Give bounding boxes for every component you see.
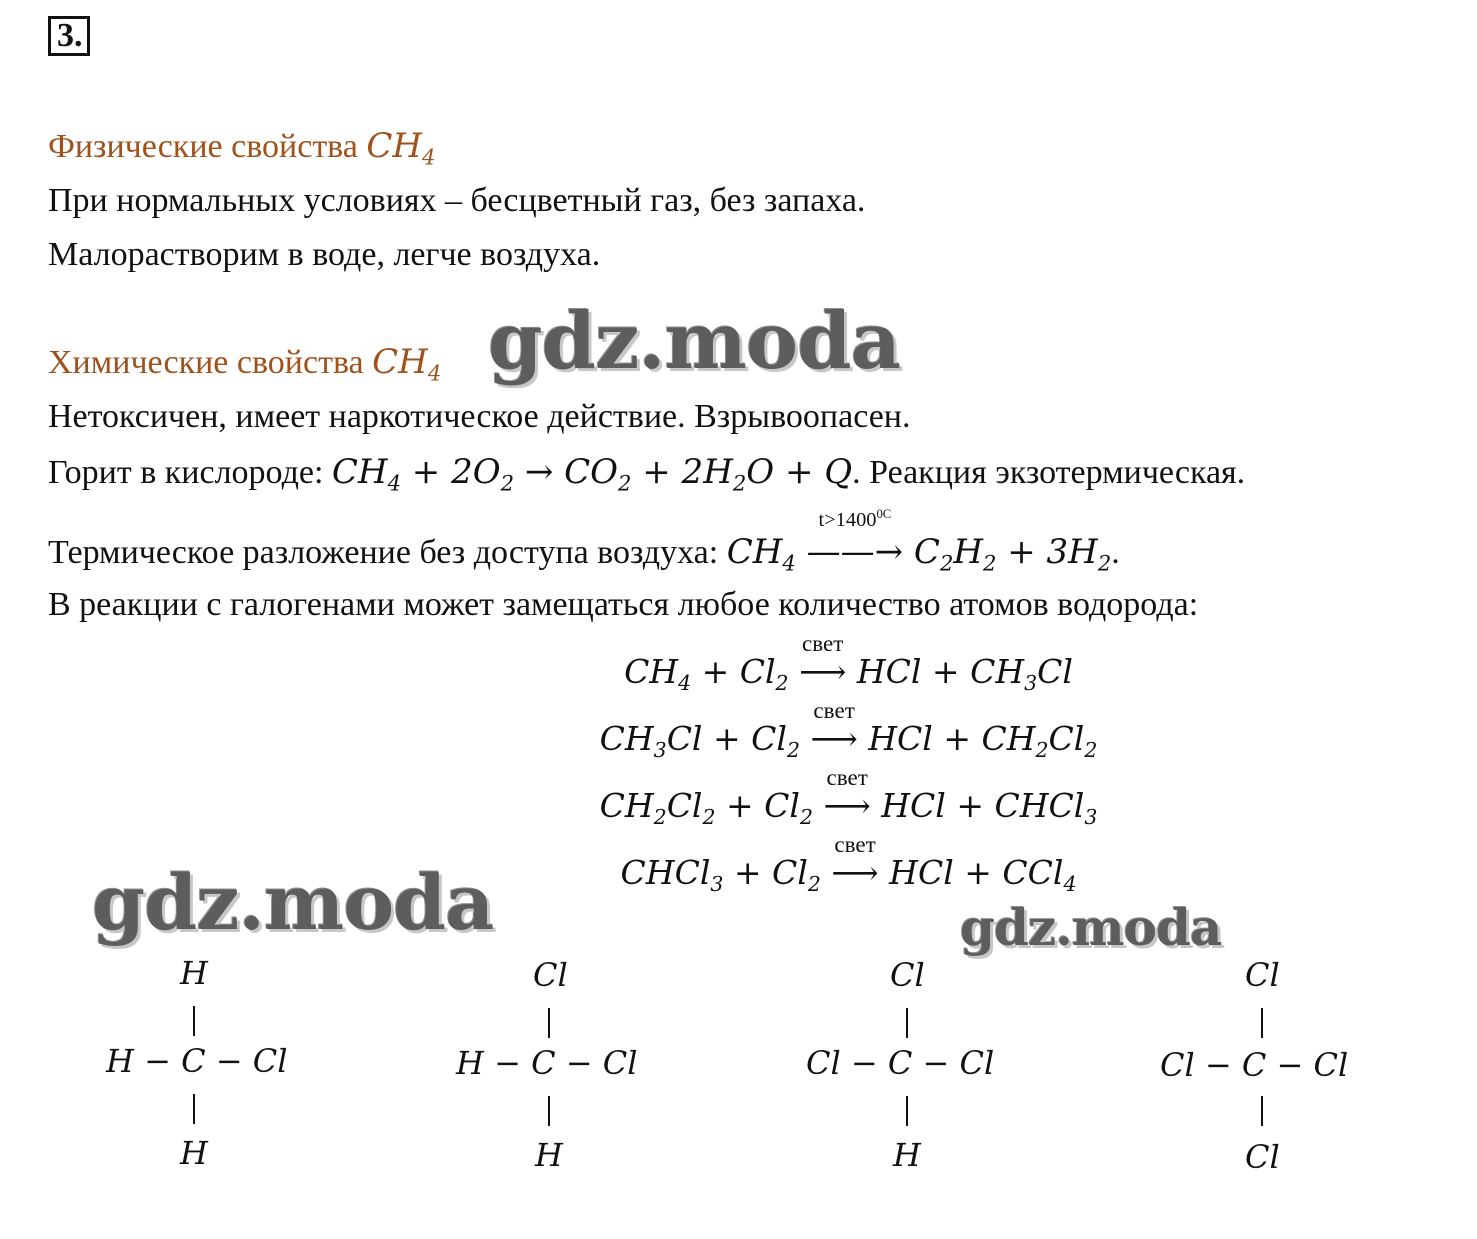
structure-1-top: H <box>180 954 208 992</box>
decomposition-arrow: $t>1400^{0C}$ ——→ <box>806 506 904 572</box>
structure-1-bottom: H <box>180 1134 208 1172</box>
decomposition-label: Термическое разложение без доступа воздуха: <box>48 534 719 571</box>
structure-1-bond-bottom <box>193 1094 195 1124</box>
structure-3-bond-bottom <box>906 1096 908 1126</box>
physical-heading-text: Физические свойства <box>48 128 358 165</box>
combustion-line <box>48 452 1245 495</box>
structure-2-bond-top <box>548 1008 550 1038</box>
light-arrow-2: свет ⟶ <box>810 697 858 758</box>
light-arrow-4: свет ⟶ <box>831 831 879 892</box>
equation-3: $CH_2Cl_2 + Cl_2$ свет ⟶ HCl + CHCl$_3$ <box>599 764 1098 830</box>
light-arrow-1: свет ⟶ <box>799 630 847 691</box>
equation-2: $CH_3Cl + Cl_2$ свет ⟶ HCl + $CH_2Cl_2$ <box>599 697 1098 763</box>
light-arrow-3: свет ⟶ <box>823 764 871 825</box>
combustion-equation: $CH_4 + 2O_2 \to CO_2 + 2H_2O + Q$ <box>331 452 853 496</box>
physical-line-1: При нормальных условиях – бесцветный газ, без запаха. <box>48 182 866 219</box>
halogen-line: В реакции с галогенами может замещаться любое количество атомов водорода: <box>48 586 1199 623</box>
watermark-1: gdz.moda <box>488 296 901 387</box>
light-label-4: свет <box>834 831 876 858</box>
equation-4: CHCl$_3$ + $Cl_2$ свет ⟶ HCl + CCl$_4$ <box>620 831 1077 897</box>
structure-2-top: Cl <box>533 956 568 994</box>
physical-formula: $CH_4$ <box>366 126 436 170</box>
physical-heading <box>48 126 435 169</box>
light-label-3: свет <box>826 764 868 791</box>
chemical-heading <box>48 342 441 385</box>
structure-4-top: Cl <box>1245 956 1280 994</box>
structure-2-bottom: H <box>535 1136 563 1174</box>
chemical-heading-text: Химические свойства <box>48 344 364 381</box>
structure-2-row: H − C − Cl <box>456 1044 638 1082</box>
light-label-1: свет <box>802 630 844 657</box>
structure-1-bond-top <box>193 1006 195 1036</box>
decomposition-condition: $t>1400^{0C}$ <box>818 506 892 531</box>
decomposition-equation: $CH_4$ $t>1400^{0C}$ ——→ $C_2H_2 + 3H_2$ <box>726 506 1112 576</box>
structure-4-bond-top <box>1261 1008 1263 1038</box>
chemical-line-1: Нетоксичен, имеет наркотическое действие. Взрывоопасен. <box>48 398 911 435</box>
combustion-suffix: . Реакция экзотермическая. <box>852 454 1246 491</box>
structure-3-bottom: H <box>893 1136 921 1174</box>
task-number: 3. <box>48 16 90 56</box>
structure-2-bond-bottom <box>548 1096 550 1126</box>
structure-4-bond-bottom <box>1261 1096 1263 1126</box>
light-label-2: свет <box>813 697 855 724</box>
structure-4-bottom: Cl <box>1245 1138 1280 1176</box>
combustion-label: Горит в кислороде: <box>48 454 324 491</box>
structure-1-row: H − C − Cl <box>106 1042 288 1080</box>
physical-line-2: Малорастворим в воде, легче воздуха. <box>48 236 601 273</box>
structure-3-top: Cl <box>890 956 925 994</box>
decomposition-line: Термическое разложение без доступа воздуха: $CH_4$ $t>1400^{0C}$ ——→ $C_2H_2 + 3H_2$. <box>48 506 1120 576</box>
structure-3-bond-top <box>906 1008 908 1038</box>
structure-4-row: Cl − C − Cl <box>1160 1046 1349 1084</box>
watermark-2: gdz.moda <box>92 858 494 947</box>
watermark-3: gdz.moda <box>960 898 1222 957</box>
chemical-formula: $CH_4$ <box>372 342 442 386</box>
equation-1: $CH_4 + Cl_2$ свет ⟶ HCl + $CH_3Cl$ <box>624 630 1073 696</box>
structure-3-row: Cl − C − Cl <box>806 1044 995 1082</box>
